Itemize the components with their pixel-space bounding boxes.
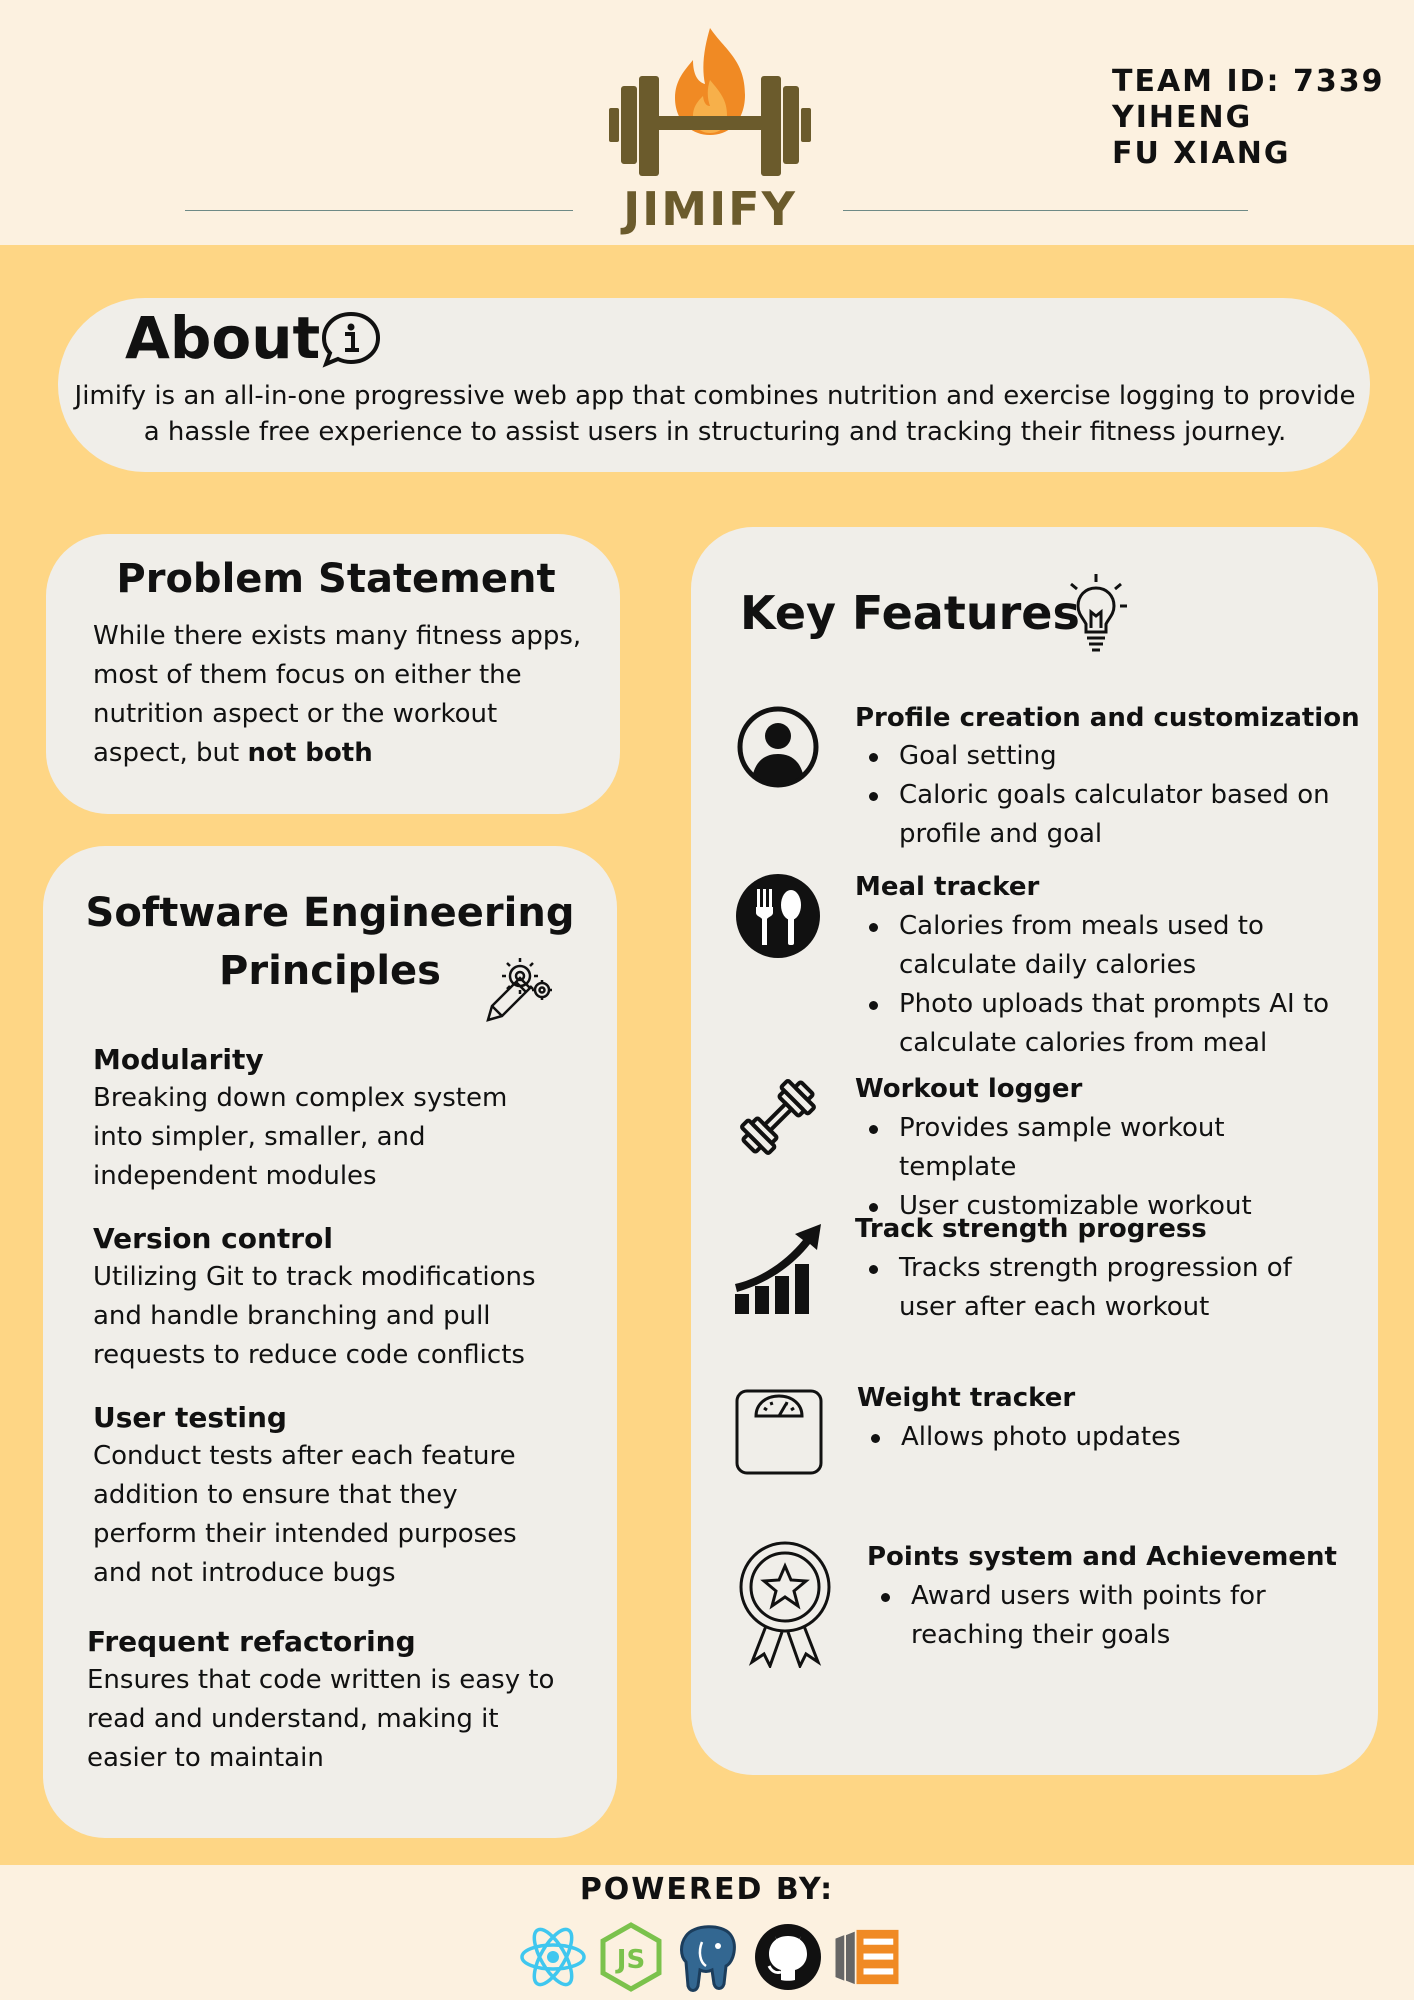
feature-bullet: Caloric goals calculator based on profile and goal [855,776,1335,854]
features-title: Key Features [740,586,1080,640]
powered-by-label: POWERED BY: [579,1872,835,1907]
feature-bullets [857,1418,1317,1457]
principle-item [93,1399,568,1593]
dumbbell-icon [733,1072,823,1162]
principle-item [93,1220,563,1375]
header-divider-left [185,210,573,211]
feature-bullet: Goal setting [855,737,1335,776]
feature-title: Weight tracker [857,1383,1076,1413]
feature-bullet: Calories from meals used to calculate daily calories [855,907,1335,985]
principles-title-line1: Software Engineering [85,890,575,936]
nodejs-icon [596,1922,666,1992]
feature-bullet: Award users with points for reaching their goals [867,1577,1317,1655]
feature-title: Meal tracker [855,872,1040,902]
feature-bullet: Provides sample workout template [855,1109,1345,1187]
profile-icon [735,704,821,790]
team-id: TEAM ID: 7339 [1112,64,1385,99]
feature-bullets [855,1249,1315,1327]
js-label: JS [616,1945,646,1975]
feature-bullet: Tracks strength progression of user after each workout [855,1249,1315,1327]
aws-icon [832,1922,902,1992]
feature-bullets [855,907,1335,1063]
principle-title: Version control [93,1222,333,1255]
header-divider-right [843,210,1248,211]
jimify-logo [585,20,835,240]
feature-bullet: User customizable workout [855,1187,1345,1226]
barbell-flame-icon [585,20,835,185]
problem-text [93,617,583,773]
feature-title: Workout logger [855,1074,1083,1104]
feature-bullets [855,1109,1345,1226]
problem-title: Problem Statement [116,556,556,602]
team-member-1: YIHENG [1112,100,1253,135]
team-info [1112,64,1384,172]
info-icon [320,310,382,368]
lightbulb-icon [1063,570,1129,654]
feature-bullet: Photo uploads that prompts AI to calculate calories from meal [855,985,1335,1063]
logo-text: JIMIFY [623,182,797,236]
feature-bullets [867,1577,1317,1655]
scale-icon [734,1388,824,1476]
feature-title: Points system and Achievement [867,1542,1337,1572]
award-icon [738,1540,832,1668]
about-text: Jimify is an all-in-one progressive web app that combines nutrition and exercise logging to provide a hassle free experience to assist users in structuring and tracking their fitness journey. [74,381,1356,447]
react-icon [518,1922,588,1992]
principle-title: User testing [93,1401,287,1434]
principle-item [87,1623,577,1778]
team-member-2: FU XIANG [1112,136,1291,171]
principle-item [93,1041,563,1196]
principle-text: Conduct tests after each feature addition to ensure that they perform their intended purposes and not introduce bugs [93,1441,517,1588]
about-title: About [125,304,321,372]
meal-icon [735,873,821,959]
principles-title-line2: Principles [219,948,441,994]
postgresql-icon [672,1922,742,1992]
feature-bullets [855,737,1335,854]
feature-title: Track strength progress [855,1214,1207,1244]
principle-title: Modularity [93,1043,264,1076]
pencil-gear-icon [480,954,556,1026]
principle-title: Frequent refactoring [87,1625,416,1658]
principle-text: Utilizing Git to track modifications and handle branching and pull requests to reduce code conflicts [93,1262,536,1370]
problem-text-emphasis: not both [247,738,373,768]
feature-title: Profile creation and customization [855,703,1360,733]
github-icon [753,1922,823,1992]
principle-text: Breaking down complex system into simpler, smaller, and independent modules [93,1083,508,1191]
problem-text-main: While there exists many fitness apps, most of them focus on either the nutrition aspect or the workout aspect, but [93,621,582,768]
chart-up-icon [733,1222,825,1316]
feature-bullet: Allows photo updates [857,1418,1317,1457]
principle-text: Ensures that code written is easy to read and understand, making it easier to maintain [87,1665,555,1773]
